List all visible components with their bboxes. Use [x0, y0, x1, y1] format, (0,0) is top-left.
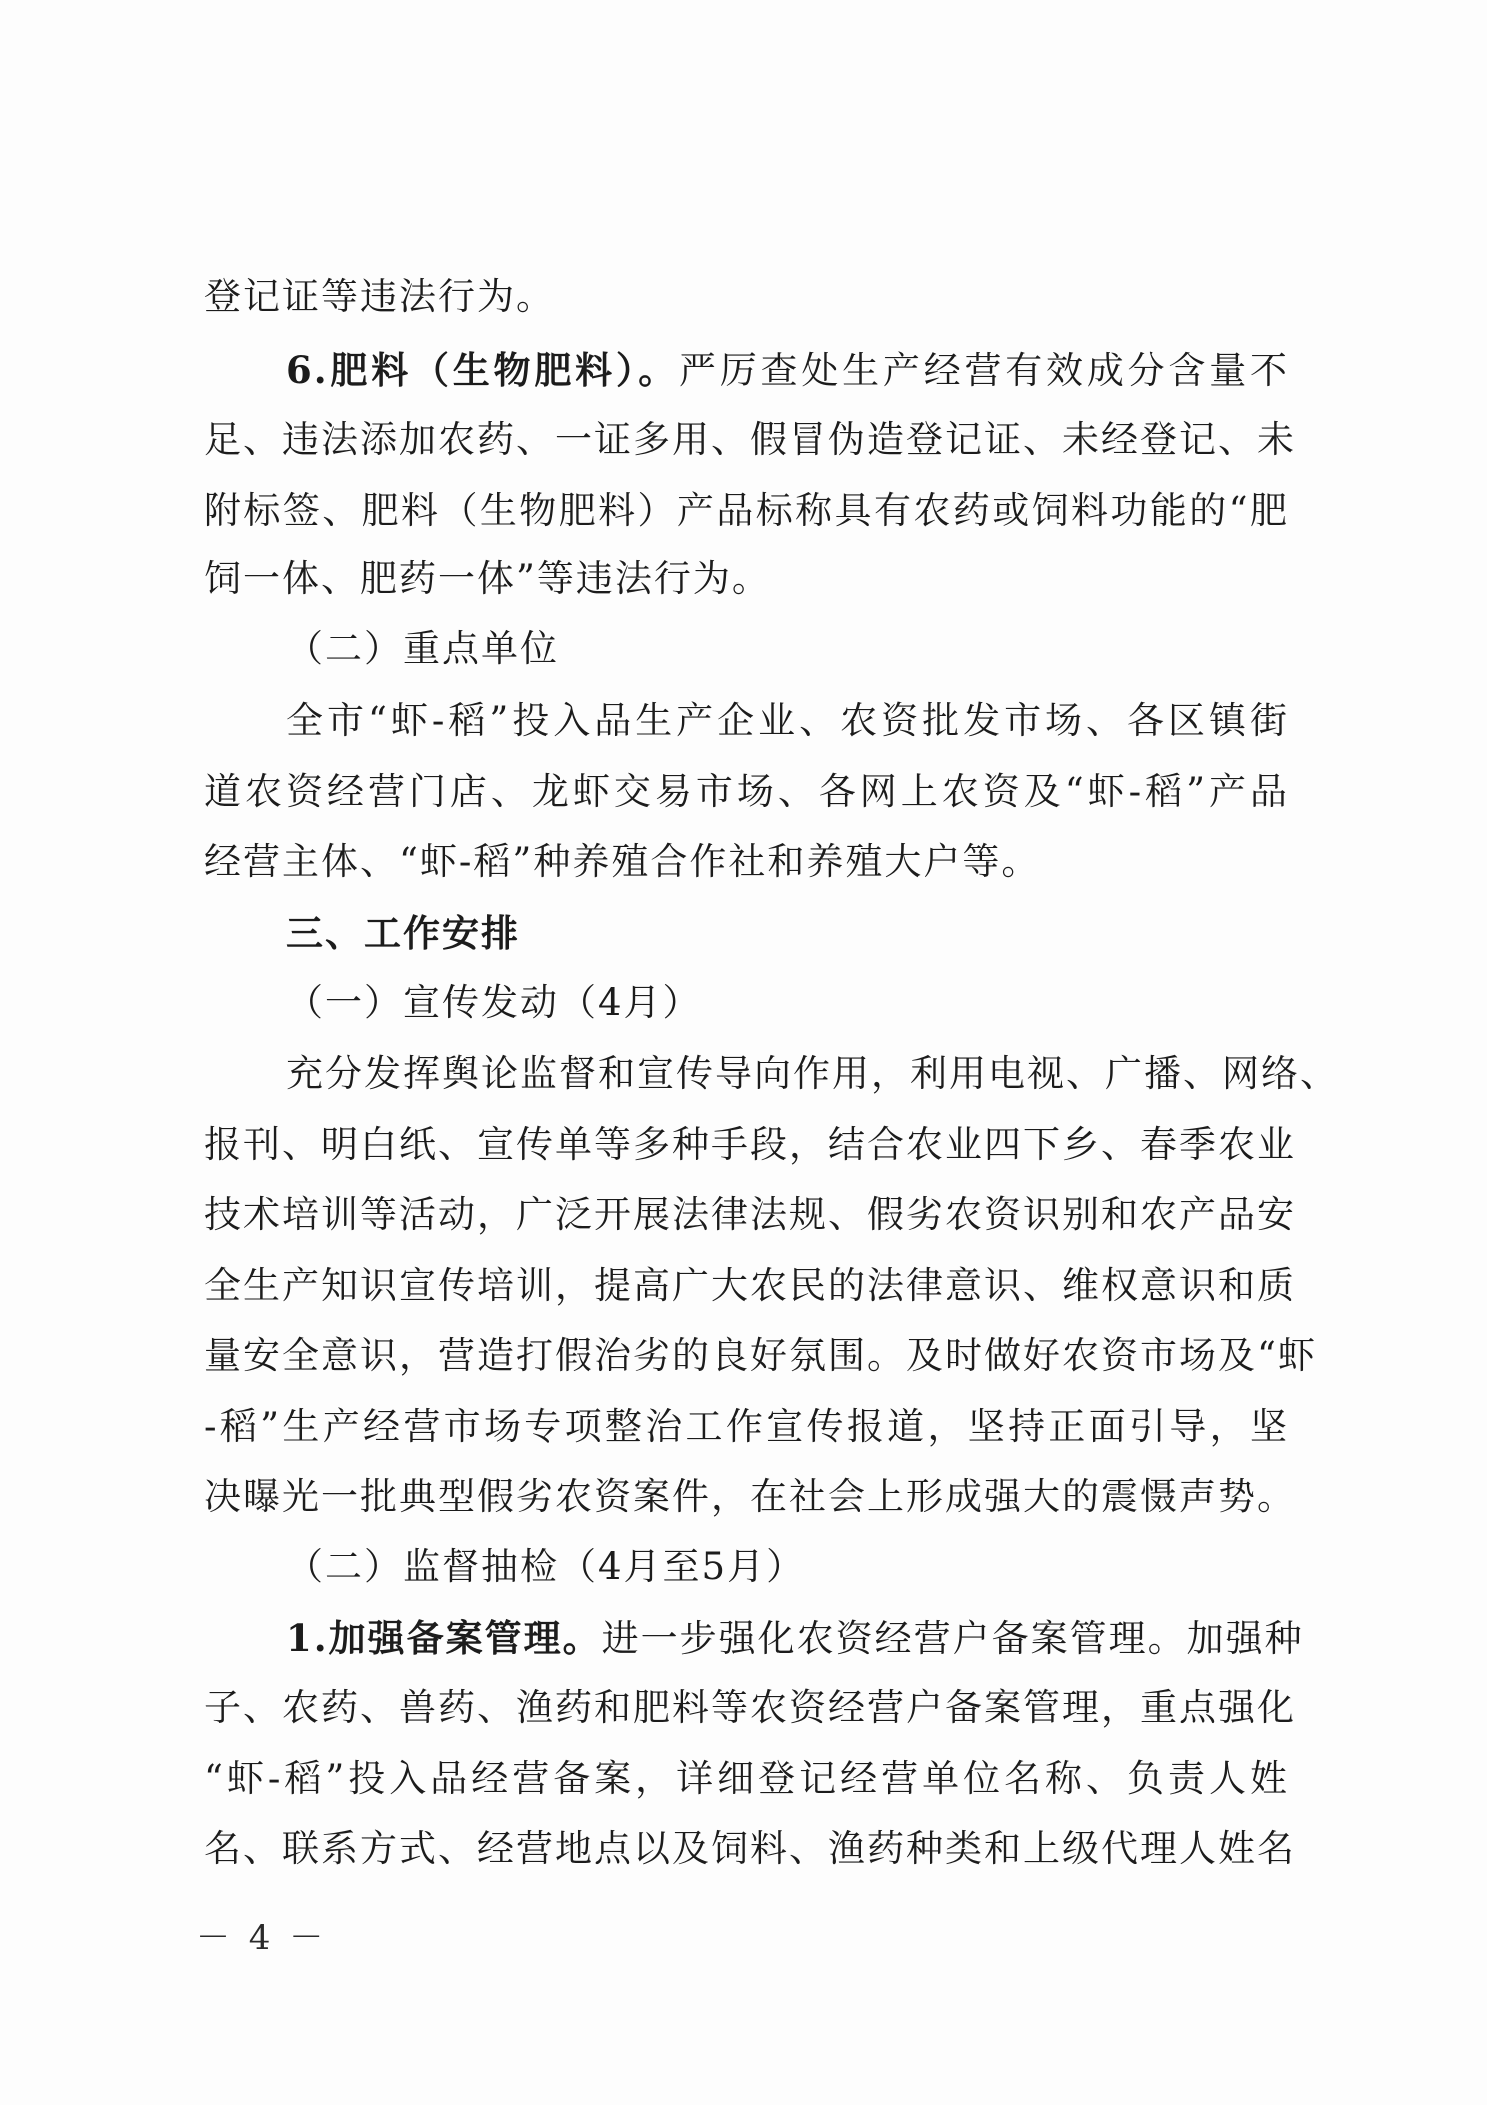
- line-text: 量安全意识，营造打假治劣的良好氛围。及时做好农资市场及“虾: [204, 1334, 1317, 1377]
- section-heading: [286, 899, 1289, 969]
- line-text: 足、违法添加农药、一证多用、假冒伪造登记证、未经登记、未: [204, 418, 1296, 461]
- line-text: 技术培训等活动，广泛开展法律法规、假劣农资识别和农产品安: [204, 1193, 1296, 1236]
- line-text: 道农资经营门店、龙虾交易市场、各网上农资及“虾-稻”产品: [204, 770, 1289, 813]
- item-heading: 6.肥料（生物肥料）。: [286, 348, 679, 392]
- body-line: [204, 1392, 1289, 1462]
- body-line: [204, 1814, 1296, 1884]
- subsection-heading: [286, 968, 1289, 1038]
- body-line: [286, 1603, 1304, 1673]
- body-line: [204, 1673, 1296, 1743]
- body-line: [204, 827, 1289, 897]
- line-text: （二）监督抽检（4月至5月）: [286, 1545, 806, 1588]
- body-line: [204, 262, 1289, 332]
- line-text: 名、联系方式、经营地点以及饲料、渔药种类和上级代理人姓名: [204, 1827, 1296, 1870]
- body-line: [204, 1744, 1289, 1814]
- subsection-heading: [286, 614, 1289, 684]
- body-line: [204, 1321, 1317, 1391]
- line-text: 全生产知识宣传培训，提高广大农民的法律意识、维权意识和质: [204, 1264, 1296, 1307]
- line-text: 经营主体、“虾-稻”种养殖合作社和养殖大户等。: [204, 840, 1041, 883]
- line-text: （一）宣传发动（4月）: [286, 981, 702, 1024]
- body-line: [204, 544, 1289, 614]
- body-line: [204, 476, 1289, 546]
- line-text: （二）重点单位: [286, 627, 559, 670]
- line-text: 子、农药、兽药、渔药和肥料等农资经营户备案管理，重点强化: [204, 1686, 1296, 1729]
- line-text: 决曝光一批典型假劣农资案件，在社会上形成强大的震慑声势。: [204, 1475, 1296, 1518]
- line-text: 报刊、明白纸、宣传单等多种手段，结合农业四下乡、春季农业: [204, 1123, 1296, 1166]
- item-heading: 1.加强备案管理。: [286, 1616, 602, 1660]
- body-line: [204, 1462, 1296, 1532]
- line-text: 三、工作安排: [286, 912, 520, 955]
- line-text: 饲一体、肥药一体”等违法行为。: [204, 557, 771, 600]
- body-line: [204, 757, 1289, 827]
- page-number: － 4 －: [196, 1918, 328, 1958]
- body-line: [204, 405, 1296, 475]
- line-text: 进一步强化农资经营户备案管理。加强种: [601, 1617, 1304, 1660]
- body-line: [204, 1180, 1296, 1250]
- line-text: 严厉查处生产经营有效成分含量不: [678, 349, 1289, 392]
- body-line: [204, 1251, 1296, 1321]
- body-line: [286, 335, 1289, 405]
- line-text: -稻”生产经营市场专项整治工作宣传报道，坚持正面引导，坚: [204, 1405, 1289, 1448]
- body-line: [286, 1039, 1339, 1109]
- line-text: 充分发挥舆论监督和宣传导向作用，利用电视、广播、网络、: [286, 1052, 1339, 1095]
- body-line: [286, 686, 1289, 756]
- line-text: 附标签、肥料（生物肥料）产品标称具有农药或饲料功能的“肥: [204, 489, 1289, 532]
- line-text: “虾-稻”投入品经营备案，详细登记经营单位名称、负责人姓: [204, 1757, 1289, 1800]
- subsection-heading: [286, 1532, 1289, 1602]
- line-text: 登记证等违法行为。: [204, 275, 555, 318]
- body-line: [204, 1110, 1296, 1180]
- line-text: 全市“虾-稻”投入品生产企业、农资批发市场、各区镇街: [286, 699, 1289, 742]
